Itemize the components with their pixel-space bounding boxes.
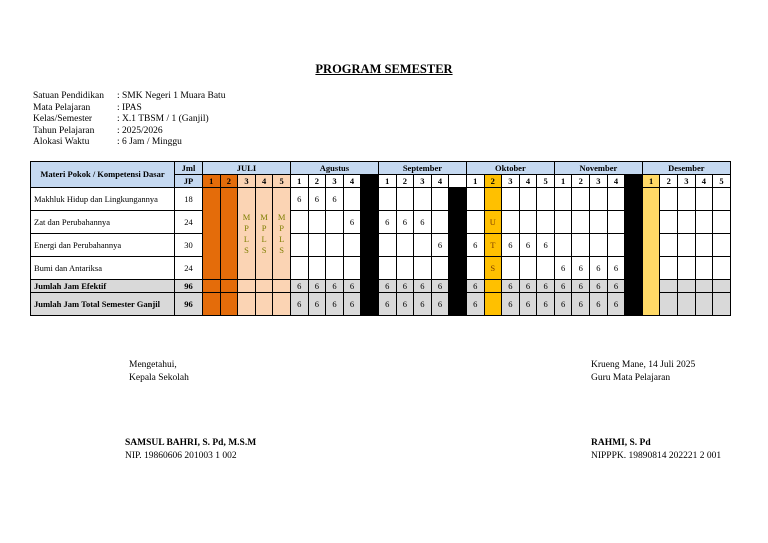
empty-cell (308, 257, 326, 280)
week-number: 3 (678, 175, 696, 188)
empty-cell (590, 211, 608, 234)
week-number: 3 (238, 175, 256, 188)
mpls-letter: P (244, 222, 249, 233)
blocked-week (449, 188, 467, 316)
info-row (33, 103, 225, 115)
mpls-cell (255, 188, 273, 280)
sum-jp: 96 (175, 280, 203, 293)
empty-cell (713, 293, 731, 316)
info-block (33, 91, 225, 149)
sig-line: Mengetahui, (129, 360, 177, 370)
jp-value: 6 (431, 293, 449, 316)
jp-value: 6 (343, 280, 361, 293)
empty-cell (326, 234, 344, 257)
info-value: : SMK Negeri 1 Muara Batu (117, 91, 226, 101)
empty-cell (537, 257, 555, 280)
signer-name: SAMSUL BAHRI, S. Pd, M.S.M (125, 438, 257, 448)
jp-value: 6 (554, 257, 572, 280)
week-number: 2 (396, 175, 414, 188)
jp-value: 6 (466, 280, 484, 293)
empty-cell (449, 175, 467, 188)
juli-week-1 (203, 293, 221, 316)
empty-cell (695, 257, 713, 280)
week-number: 1 (203, 175, 221, 188)
mpls-letter: M (260, 211, 268, 222)
jp-value: 6 (537, 280, 555, 293)
empty-cell (660, 280, 678, 293)
juli-week-4 (255, 280, 273, 293)
empty-cell (607, 211, 625, 234)
empty-cell (695, 280, 713, 293)
jp-value: 6 (466, 234, 484, 257)
week-number: 4 (607, 175, 625, 188)
info-key: Kelas/Semester (33, 114, 93, 125)
sig-line: Kepala Sekolah (129, 372, 189, 383)
empty-cell (466, 257, 484, 280)
empty-cell (590, 188, 608, 211)
header-materi: Materi Pokok / Kompetensi Dasar (31, 162, 175, 188)
jp-value: 6 (326, 280, 344, 293)
jp-value: 6 (290, 188, 308, 211)
month-september: September (378, 162, 466, 175)
empty-cell (713, 257, 731, 280)
month-november: November (554, 162, 642, 175)
uts-letter: U (484, 211, 502, 234)
empty-cell (414, 234, 432, 257)
empty-cell (660, 211, 678, 234)
info-value: : 6 Jam / Minggu (117, 137, 182, 148)
juli-week-1 (203, 280, 221, 293)
empty-cell (290, 257, 308, 280)
jp-value: 6 (290, 293, 308, 316)
jp-value: 6 (343, 211, 361, 234)
mpls-cell (238, 188, 256, 280)
juli-week-3 (238, 293, 256, 316)
week-number: 1 (642, 175, 660, 188)
empty-cell (572, 211, 590, 234)
empty-cell (290, 211, 308, 234)
blocked-week (625, 175, 643, 188)
jp-value: 6 (572, 280, 590, 293)
mpls-letter: S (244, 244, 249, 255)
info-key: Tahun Pelajaran (33, 125, 95, 136)
empty-cell (519, 211, 537, 234)
sum-jp: 96 (175, 293, 203, 316)
empty-cell (678, 257, 696, 280)
mpls-letter: L (243, 233, 250, 244)
right-signature (591, 359, 695, 384)
week-number: 1 (466, 175, 484, 188)
empty-cell (713, 211, 731, 234)
empty-cell (466, 188, 484, 211)
month-oktober: Oktober (466, 162, 554, 175)
empty-cell (678, 234, 696, 257)
info-value: : X.1 TBSM / 1 (Ganjil) (117, 114, 209, 125)
jp-value: 6 (308, 188, 326, 211)
juli-week-5 (273, 280, 291, 293)
week-number: 4 (431, 175, 449, 188)
mpls-letter: L (261, 233, 267, 244)
info-key: Satuan Pendidikan (33, 91, 104, 101)
week-number: 1 (290, 175, 308, 188)
sum-label: Jumlah Jam Efektif (31, 280, 175, 293)
empty-cell (326, 257, 344, 280)
empty-cell (308, 211, 326, 234)
empty-cell (713, 280, 731, 293)
subject-name: Bumi dan Antariksa (31, 257, 175, 280)
week-number: 2 (484, 175, 502, 188)
signer-nip: NIPPPK. 19890814 202221 2 001 (591, 450, 722, 461)
header-jml: Jml (175, 162, 203, 175)
sig-line: Krueng Mane, 14 Juli 2025 (591, 360, 696, 370)
jp-value: 6 (414, 280, 432, 293)
jp-value: 6 (590, 257, 608, 280)
jp-value: 6 (519, 234, 537, 257)
empty-cell (572, 188, 590, 211)
info-key: Mata Pelajaran (33, 102, 91, 113)
empty-cell (378, 234, 396, 257)
uts-letter: T (484, 234, 502, 257)
month-desember: Desember (642, 162, 730, 175)
jp-value: 6 (466, 293, 484, 316)
empty-cell (431, 257, 449, 280)
week-number: 1 (554, 175, 572, 188)
empty-cell (537, 211, 555, 234)
week-number: 4 (695, 175, 713, 188)
blocked-week (361, 175, 379, 188)
jp-value: 6 (519, 280, 537, 293)
jp-value: 6 (308, 293, 326, 316)
empty-cell (695, 188, 713, 211)
uts-letter: S (484, 257, 502, 280)
blocked-week (361, 188, 379, 316)
subject-name: Zat dan Perubahannya (31, 211, 175, 234)
empty-cell (713, 234, 731, 257)
subject-jp: 24 (175, 211, 203, 234)
subject-jp: 18 (175, 188, 203, 211)
jp-value: 6 (554, 280, 572, 293)
jp-value: 6 (431, 234, 449, 257)
schedule-table (30, 161, 731, 316)
header-jp: JP (175, 175, 203, 188)
jp-value: 6 (519, 293, 537, 316)
empty-cell (678, 188, 696, 211)
jp-value: 6 (607, 293, 625, 316)
jp-value: 6 (572, 293, 590, 316)
empty-cell (554, 188, 572, 211)
week-number: 3 (414, 175, 432, 188)
info-row (33, 114, 225, 126)
empty-cell (660, 257, 678, 280)
right-signature-name (591, 437, 721, 462)
mpls-letter: S (261, 244, 267, 255)
empty-cell (590, 234, 608, 257)
empty-cell (695, 211, 713, 234)
week-number: 4 (519, 175, 537, 188)
empty-cell (554, 211, 572, 234)
sum-label: Jumlah Jam Total Semester Ganjil (31, 293, 175, 316)
jp-value: 6 (502, 234, 520, 257)
info-value: : 2025/2026 (117, 125, 163, 136)
empty-cell (378, 188, 396, 211)
week-number: 2 (572, 175, 590, 188)
mpls-letter: M (277, 211, 286, 222)
jp-value: 6 (378, 211, 396, 234)
uts-cell (484, 280, 502, 293)
juli-week-2 (220, 293, 238, 316)
mpls-letter: L (279, 233, 285, 244)
mpls-letter: M (242, 211, 251, 222)
empty-cell (343, 257, 361, 280)
empty-cell (431, 211, 449, 234)
jp-value: 6 (502, 280, 520, 293)
empty-cell (695, 234, 713, 257)
jp-value: 6 (396, 280, 414, 293)
week-number: 4 (255, 175, 273, 188)
jp-value: 6 (537, 293, 555, 316)
signer-nip: NIP. 19860606 201003 1 002 (125, 450, 237, 461)
week-number: 3 (502, 175, 520, 188)
empty-cell (502, 257, 520, 280)
page-title: PROGRAM SEMESTER (315, 62, 453, 76)
empty-cell (396, 257, 414, 280)
desember-week-1 (642, 188, 660, 316)
empty-cell (396, 234, 414, 257)
jp-value: 6 (378, 280, 396, 293)
empty-cell (431, 188, 449, 211)
jp-value: 6 (396, 211, 414, 234)
week-number: 5 (713, 175, 731, 188)
jp-value: 6 (607, 257, 625, 280)
left-signature-name (125, 437, 256, 462)
info-row (33, 137, 225, 149)
empty-cell (414, 257, 432, 280)
info-row (33, 126, 225, 138)
jp-value: 6 (414, 293, 432, 316)
empty-cell (466, 211, 484, 234)
jp-value: 6 (607, 280, 625, 293)
month-agustus: Agustus (290, 162, 378, 175)
week-number: 4 (343, 175, 361, 188)
jp-value: 6 (414, 211, 432, 234)
jp-value: 6 (308, 280, 326, 293)
empty-cell (308, 234, 326, 257)
subject-jp: 24 (175, 257, 203, 280)
uts-cell (484, 188, 502, 211)
week-number: 5 (537, 175, 555, 188)
jp-value: 6 (378, 293, 396, 316)
empty-cell (678, 211, 696, 234)
empty-cell (343, 234, 361, 257)
empty-cell (290, 234, 308, 257)
week-number: 2 (660, 175, 678, 188)
empty-cell (713, 188, 731, 211)
mpls-cell (273, 188, 291, 280)
week-number: 2 (220, 175, 238, 188)
jp-value: 6 (343, 293, 361, 316)
empty-cell (695, 293, 713, 316)
week-number: 5 (273, 175, 291, 188)
week-number: 3 (326, 175, 344, 188)
empty-cell (343, 188, 361, 211)
empty-cell (326, 211, 344, 234)
empty-cell (537, 188, 555, 211)
jp-value: 6 (590, 293, 608, 316)
subject-name: Makhluk Hidup dan Lingkungannya (31, 188, 175, 211)
juli-week-4 (255, 293, 273, 316)
subject-name: Energi dan Perubahannya (31, 234, 175, 257)
empty-cell (572, 234, 590, 257)
blocked-week (625, 188, 643, 316)
empty-cell (378, 257, 396, 280)
empty-cell (414, 188, 432, 211)
jp-value: 6 (537, 234, 555, 257)
jp-value: 6 (326, 188, 344, 211)
mpls-letter: P (279, 222, 285, 233)
juli-week-3 (238, 280, 256, 293)
mpls-letter: S (279, 244, 285, 255)
juli-week-1 (203, 188, 221, 280)
empty-cell (502, 211, 520, 234)
jp-value: 6 (590, 280, 608, 293)
empty-cell (660, 188, 678, 211)
info-key: Alokasi Waktu (33, 137, 90, 148)
jp-value: 6 (502, 293, 520, 316)
mpls-letter: P (261, 222, 267, 233)
jp-value: 6 (396, 293, 414, 316)
empty-cell (554, 234, 572, 257)
jp-value: 6 (431, 280, 449, 293)
empty-cell (396, 188, 414, 211)
jp-value: 6 (326, 293, 344, 316)
empty-cell (519, 257, 537, 280)
info-row (33, 91, 225, 103)
empty-cell (660, 234, 678, 257)
subject-jp: 30 (175, 234, 203, 257)
juli-week-2 (220, 188, 238, 280)
left-signature (129, 359, 189, 384)
jp-value: 6 (554, 293, 572, 316)
week-number: 1 (378, 175, 396, 188)
week-number: 2 (308, 175, 326, 188)
empty-cell (519, 188, 537, 211)
info-value: : IPAS (117, 102, 142, 113)
week-number: 3 (590, 175, 608, 188)
empty-cell (607, 188, 625, 211)
empty-cell (607, 234, 625, 257)
empty-cell (678, 280, 696, 293)
empty-cell (660, 293, 678, 316)
uts-cell (484, 293, 502, 316)
jp-value: 6 (572, 257, 590, 280)
juli-week-2 (220, 280, 238, 293)
sig-line: Guru Mata Pelajaran (591, 372, 671, 383)
jp-value: 6 (290, 280, 308, 293)
juli-week-5 (273, 293, 291, 316)
signer-name: RAHMI, S. Pd (591, 438, 651, 448)
month-juli: JULI (203, 162, 291, 175)
empty-cell (502, 188, 520, 211)
empty-cell (678, 293, 696, 316)
